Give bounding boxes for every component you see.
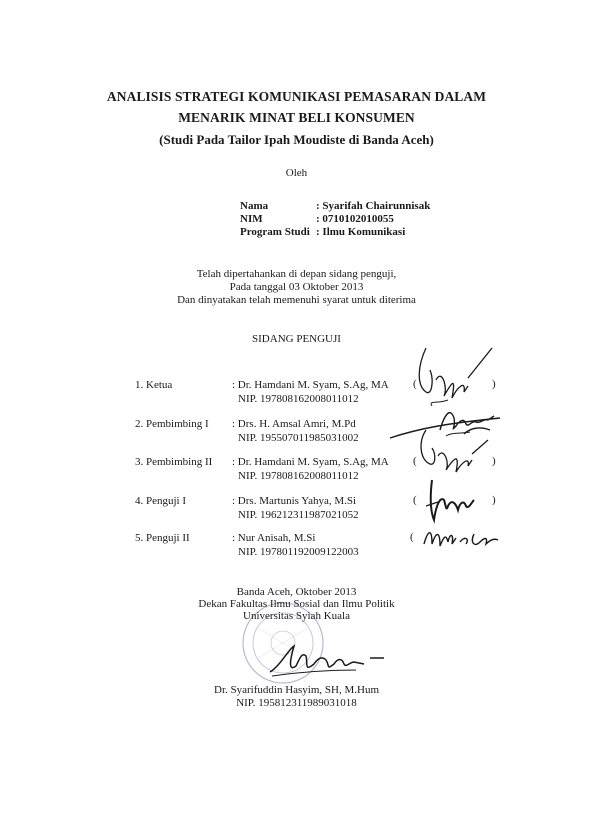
approval-position-2: Universitas Syiah Kuala <box>243 610 350 622</box>
member-role: 3. Pembimbing II <box>135 456 213 468</box>
member-name: : Dr. Hamdani M. Syam, S.Ag, MA <box>232 456 389 468</box>
by-label: Oleh <box>285 167 308 179</box>
defense-statement <box>0 268 593 307</box>
signature-bracket-close: ) <box>492 455 496 467</box>
approval-place-date: Banda Aceh, Oktober 2013 <box>236 586 357 598</box>
member-name: : Drs. H. Amsal Amri, M.Pd <box>232 418 356 430</box>
signature-bracket-open: ( <box>413 455 417 467</box>
statement-line-3: Dan dinyatakan telah memenuhi syarat untuk diterima <box>177 294 416 306</box>
member-nip: NIP. 197808162008011012 <box>238 470 359 482</box>
author-nim-value: : 0710102010055 <box>316 213 394 225</box>
member-role: 5. Penguji II <box>135 532 190 544</box>
member-name: : Nur Anisah, M.Si <box>232 532 316 544</box>
author-program-value: : Ilmu Komunikasi <box>316 226 406 238</box>
author-info <box>240 200 430 239</box>
signature-bracket-open: ( <box>410 531 414 543</box>
author-name-label: Nama <box>240 200 269 212</box>
member-nip: NIP. 196212311987021052 <box>238 509 359 521</box>
committee-heading: SIDANG PENGUJI <box>252 333 341 345</box>
member-name: : Drs. Martunis Yahya, M.Si <box>232 495 357 507</box>
title-line-2: MENARIK MINAT BELI KONSUMEN <box>178 110 415 125</box>
signature-bracket-close: ) <box>492 378 496 390</box>
author-name-value: : Syarifah Chairunnisak <box>316 200 431 212</box>
signature-dean <box>260 636 400 684</box>
author-nim-row <box>240 213 430 226</box>
member-nip: NIP. 197808162008011012 <box>238 393 359 405</box>
statement-line-2: Pada tanggal 03 Oktober 2013 <box>229 281 364 293</box>
member-role: 1. Ketua <box>135 379 173 391</box>
signature-bracket-close: ) <box>492 494 496 506</box>
member-nip: NIP. 195507011985031002 <box>238 432 359 444</box>
signature-penguji-1 <box>418 476 488 526</box>
member-nip: NIP. 197801192009122003 <box>238 546 359 558</box>
author-name-row <box>240 200 430 213</box>
signature-bracket-open: ( <box>413 494 417 506</box>
member-name: : Dr. Hamdani M. Syam, S.Ag, MA <box>232 379 389 391</box>
statement-line-1: Telah dipertahankan di depan sidang penguji, <box>196 268 397 280</box>
signature-bracket-open: ( <box>413 378 417 390</box>
author-program-row <box>240 226 430 239</box>
dean-nip: NIP. 195812311989031018 <box>236 697 357 709</box>
subtitle: (Studi Pada Tailor Ipah Moudiste di Banda Aceh) <box>159 132 434 147</box>
member-role: 2. Pembimbing I <box>135 418 209 430</box>
author-program-label: Program Studi <box>240 226 310 238</box>
signature-penguji-2 <box>418 520 508 555</box>
dean-name: Dr. Syarifuddin Hasyim, SH, M.Hum <box>214 684 379 696</box>
approval-position-1: Dekan Fakultas Ilmu Sosial dan Ilmu Politik <box>198 598 395 610</box>
author-nim-label: NIM <box>240 213 263 225</box>
signature-pembimbing-2 <box>410 420 495 480</box>
title-line-1: ANALISIS STRATEGI KOMUNIKASI PEMASARAN DALAM <box>106 89 487 104</box>
member-role: 4. Penguji I <box>135 495 187 507</box>
